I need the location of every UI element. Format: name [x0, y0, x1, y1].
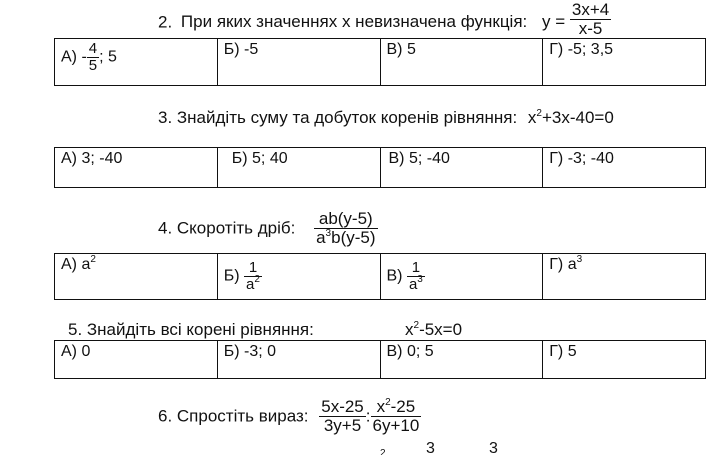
answer-q2-a-fraction: $\frac{4}{5}$ — [88, 40, 98, 74]
answer-q3-d[interactable]: Г) -3; -40 — [543, 148, 706, 188]
answer-q5-b[interactable]: Б) -3; 0 — [217, 341, 380, 379]
partial-number-2: 3 — [489, 440, 498, 455]
answer-q5-c[interactable]: В) 0; 5 — [380, 341, 543, 379]
answer-q2-b[interactable]: Б) -5 — [217, 39, 380, 86]
answer-q2-c[interactable]: В) 5 — [380, 39, 543, 86]
question-4-fraction: $\frac{ab(y-5)}{a^3b(y-5)}$ — [316, 209, 376, 247]
answer-q3-c[interactable]: В) 5; -40 — [380, 148, 543, 188]
question-3-equation: $x^2+3x-40=0$ — [527, 108, 614, 127]
answer-q4-c[interactable]: В) $\frac{1}{a^3}$ — [380, 254, 543, 300]
question-6-fraction-1: $\frac{5x-25}{3y+5}$ — [321, 397, 364, 435]
answer-q5-a[interactable]: А) 0 — [55, 341, 218, 379]
question-3-text: 3. Знайдіть суму та добуток коренів рівняння: — [158, 108, 518, 127]
partial-number-1: 3 — [426, 440, 435, 455]
answer-q3-b[interactable]: Б) 5; 40 — [217, 148, 380, 188]
question-4-text: 4. Скоротіть дріб: — [158, 218, 296, 238]
partial-sup: 2 — [380, 448, 386, 455]
question-6-operator: : — [365, 406, 371, 426]
question-5-equation: $x^2-5x=0$ — [405, 320, 463, 339]
question-2-prefix: y = — [542, 12, 566, 32]
answer-q4-d[interactable]: Г) $a^3$ — [543, 254, 706, 300]
question-6-text: 6. Спростіть вираз: — [158, 406, 309, 426]
answer-q2-a[interactable]: А) - $\frac{4}{5}$ ; 5 — [55, 39, 218, 86]
answer-q3-a[interactable]: А) 3; -40 — [55, 148, 218, 188]
question-5-text: 5. Знайдіть всі корені рівняння: — [68, 320, 314, 339]
fraction-denominator: x-5 — [578, 18, 603, 38]
answer-q2-d[interactable]: Г) -5; 3,5 — [543, 39, 706, 86]
fraction-numerator: 3x+4 — [571, 0, 610, 19]
question-6-fraction-2: $\frac{x^2-25}{6y+10}$ — [372, 397, 420, 435]
question-2-text: При яких значеннях x невизначена функція: — [180, 12, 528, 32]
answer-q4-b-fraction: $\frac{1}{a^2}$ — [246, 259, 260, 293]
answer-q5-d[interactable]: Г) 5 — [543, 341, 706, 379]
question-2-number: 2. — [158, 12, 173, 32]
answer-q4-c-fraction: $\frac{1}{a^3}$ — [408, 259, 423, 293]
answer-q4-a[interactable]: А) $a^2$ — [55, 254, 218, 300]
answer-q4-b[interactable]: Б) $\frac{1}{a^2}$ — [217, 254, 380, 300]
